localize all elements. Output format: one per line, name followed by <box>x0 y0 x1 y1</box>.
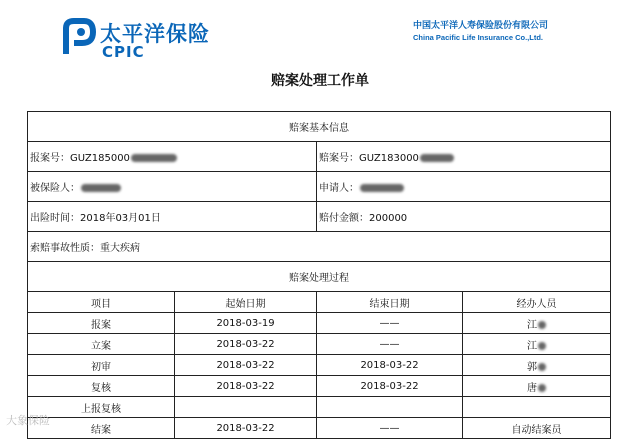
insured-label: 被保险人： <box>30 183 80 194</box>
table-row <box>28 397 611 418</box>
row-start-date: 2018-03-22 <box>175 418 317 439</box>
insured-cell <box>28 172 317 202</box>
row-handler-cell <box>463 313 611 334</box>
incident-time-label: 出险时间： <box>30 213 80 224</box>
redacted-mark <box>131 154 177 162</box>
applicant-label: 申请人： <box>319 183 359 194</box>
row-item: 初审 <box>28 355 175 376</box>
process-section-title: 赔案处理过程 <box>28 262 611 292</box>
redacted-mark <box>538 363 546 371</box>
company-name-cn: 中国太平洋人寿保险股份有限公司 <box>412 21 548 31</box>
row-handler: 郭 <box>527 361 537 373</box>
redacted-mark <box>538 321 546 329</box>
row-end-date: —— <box>317 418 463 439</box>
claim-number-cell <box>317 142 611 172</box>
table-row <box>28 418 611 439</box>
watermark: 大象保险 <box>6 414 50 427</box>
row-end-date: 2018-03-22 <box>317 355 463 376</box>
incident-time-value: 2018年03月01日 <box>80 213 161 224</box>
claim-nature-label: 索赔事故性质： <box>30 243 100 254</box>
row-handler-cell <box>463 334 611 355</box>
row-end-date: 2018-03-22 <box>317 376 463 397</box>
row-start-date: 2018-03-19 <box>175 313 317 334</box>
row-end-date: —— <box>317 313 463 334</box>
column-header-handler: 经办人员 <box>463 292 611 313</box>
row-handler-cell <box>463 376 611 397</box>
process-header-row <box>28 292 611 313</box>
claim-number-label: 赔案号： <box>319 153 359 164</box>
redacted-mark <box>538 342 546 350</box>
cpic-logo <box>62 18 222 64</box>
payout-amount-value: 200000 <box>369 213 408 224</box>
payout-amount-cell <box>317 202 611 232</box>
claim-nature-value: 重大疾病 <box>100 243 140 254</box>
document-title: 赔案处理工作单 <box>271 73 369 89</box>
logo-english-name: CPIC <box>102 43 145 61</box>
redacted-mark <box>420 154 454 162</box>
redacted-mark <box>81 184 121 192</box>
applicant-cell <box>317 172 611 202</box>
row-item: 上报复核 <box>28 397 175 418</box>
row-handler: 江 <box>527 319 537 331</box>
row-item: 结案 <box>28 418 175 439</box>
row-start-date: 2018-03-22 <box>175 355 317 376</box>
row-handler-cell <box>463 355 611 376</box>
table-row <box>28 355 611 376</box>
column-header-item: 项目 <box>28 292 175 313</box>
row-end-date <box>317 397 463 418</box>
column-header-end-date: 结束日期 <box>317 292 463 313</box>
table-row <box>28 334 611 355</box>
report-number-label: 报案号： <box>30 153 70 164</box>
redacted-mark <box>538 384 546 392</box>
row-handler <box>463 397 611 418</box>
company-name-en: China Pacific Life Insurance Co.,Ltd. <box>412 33 544 42</box>
report-number-cell <box>28 142 317 172</box>
row-end-date: —— <box>317 334 463 355</box>
table-row <box>28 376 611 397</box>
claim-form-table <box>27 111 611 439</box>
row-item: 立案 <box>28 334 175 355</box>
row-item: 复核 <box>28 376 175 397</box>
redacted-mark <box>360 184 404 192</box>
row-handler: 唐 <box>527 382 537 394</box>
payout-amount-label: 赔付金额： <box>319 213 369 224</box>
company-name-block <box>413 20 548 44</box>
table-row <box>28 313 611 334</box>
incident-time-cell <box>28 202 317 232</box>
row-item: 报案 <box>28 313 175 334</box>
report-number-value: GUZ185000 <box>70 153 130 164</box>
claim-number-value: GUZ183000 <box>359 153 419 164</box>
row-handler: 自动结案员 <box>463 418 611 439</box>
column-header-start-date: 起始日期 <box>175 292 317 313</box>
claim-nature-cell <box>28 232 611 262</box>
basic-info-section-title: 赔案基本信息 <box>28 112 611 142</box>
row-start-date <box>175 397 317 418</box>
row-handler: 江 <box>527 340 537 352</box>
logo-chinese-name: 太平洋保险 <box>100 22 210 46</box>
row-start-date: 2018-03-22 <box>175 376 317 397</box>
cpic-logo-icon <box>62 18 96 58</box>
row-start-date: 2018-03-22 <box>175 334 317 355</box>
